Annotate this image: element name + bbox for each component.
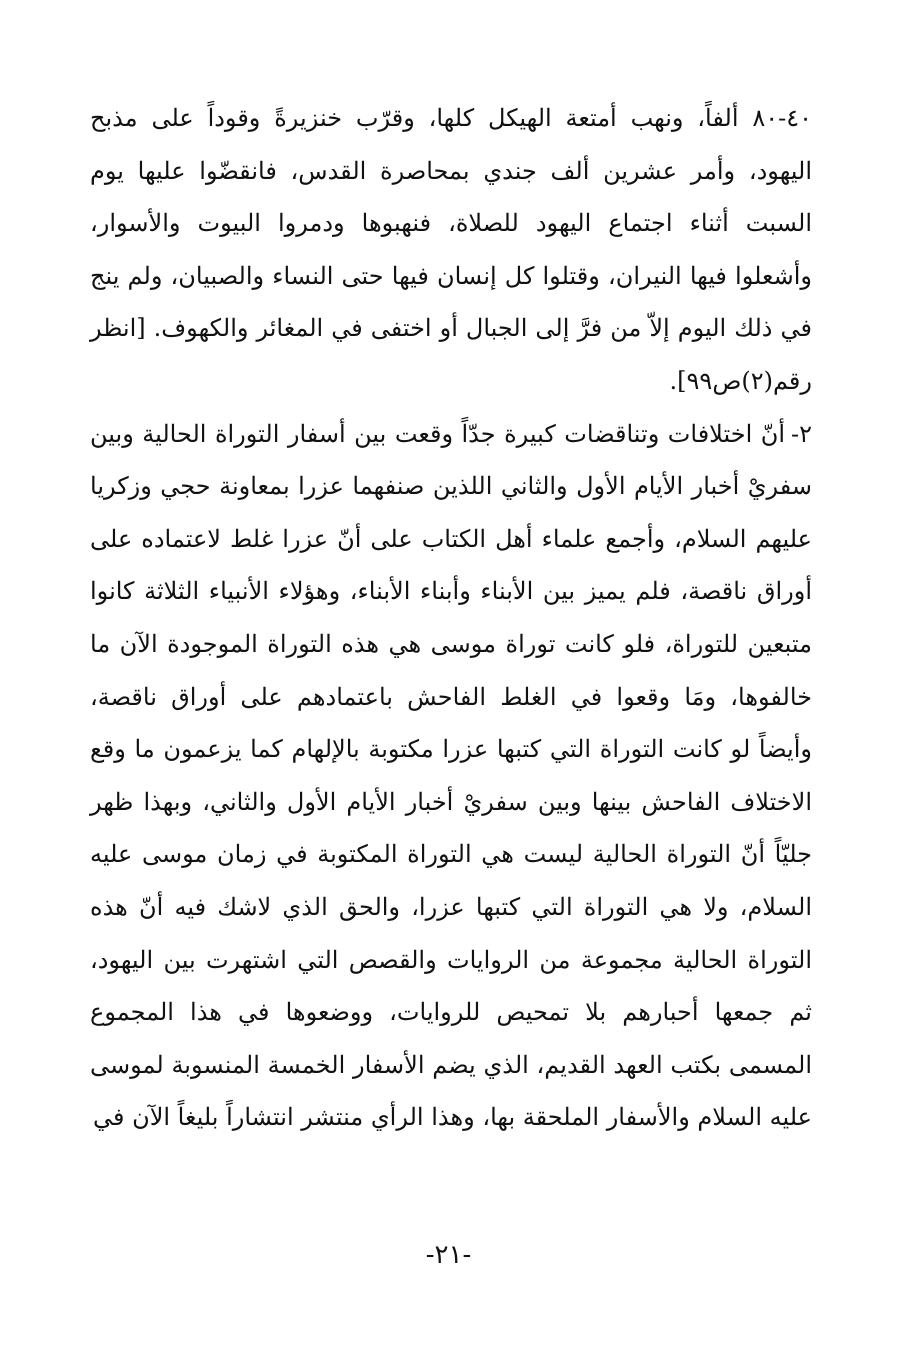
list-item-number: ٢-	[791, 419, 812, 448]
paragraph-continuation: ٤٠-٨٠ ألفاً، ونهب أمتعة الهيكل كلها، وقرّب خنزيرةً وقوداً على مذبح اليهود، وأمر عشرين ألف جندي بمحاصرة القدس، فانقضّوا عليها يوم السبت أثناء اجتماع اليهود للصلاة، فنهبوها ودمروا البيوت والأسوار، وأشعلوا فيها النيران، وقتلوا كل إنسان فيها حتى النساء والصبيان، ولم ينج في ذلك اليوم إلاّ من فرَّ إلى الجبال أو اختفى في المغائر والكهوف. [انظر رقم(٢)ص٩٩].	[90, 104, 812, 395]
page-number: -٢١-	[425, 1240, 472, 1270]
list-item-2	[90, 408, 812, 1144]
body-text	[90, 92, 812, 1144]
list-item-text: أنّ اختلافات وتناقضات كبيرة جدّاً وقعت بين أسفار التوراة الحالية وبين سفريْ أخبار الأيام الأول والثاني اللذين صنفهما عزرا بمعاونة حجي وزكريا عليهم السلام، وأجمع علماء أهل الكتاب على أنّ عزرا غلط لاعتماده على أوراق ناقصة، فلم يميز بين الأبناء وأبناء الأبناء، وهؤلاء الأنبياء الثلاثة كانوا متبعين للتوراة، فلو كانت توراة موسى هي هذه التوراة الموجودة الآن ما خالفوها، ومَا وقعوا في الغلط الفاحش باعتمادهم على أوراق ناقصة، وأيضاً لو كانت التوراة التي كتبها عزرا مكتوبة بالإلهام كما يزعمون ما وقع الاختلاف الفاحش بينها وبين سفريْ أخبار الأيام الأول والثاني، وبهذا ظهر جليّاً أنّ التوراة الحالية ليست هي التوراة المكتوبة في زمان موسى عليه السلام، ولا هي التوراة التي كتبها عزرا، والحق الذي لاشك فيه أنّ هذه التوراة الحالية مجموعة من الروايات والقصص التي اشتهرت بين اليهود، ثم جمعها أحبارهم بلا تمحيص للروايات، ووضعوها في هذا المجموع المسمى بكتب العهد القديم، الذي يضم الأسفار الخمسة المنسوبة لموسى عليه السلام والأسفار الملحقة بها، وهذا الرأي منتشر انتشاراً بليغاً الآن في	[90, 419, 813, 1132]
